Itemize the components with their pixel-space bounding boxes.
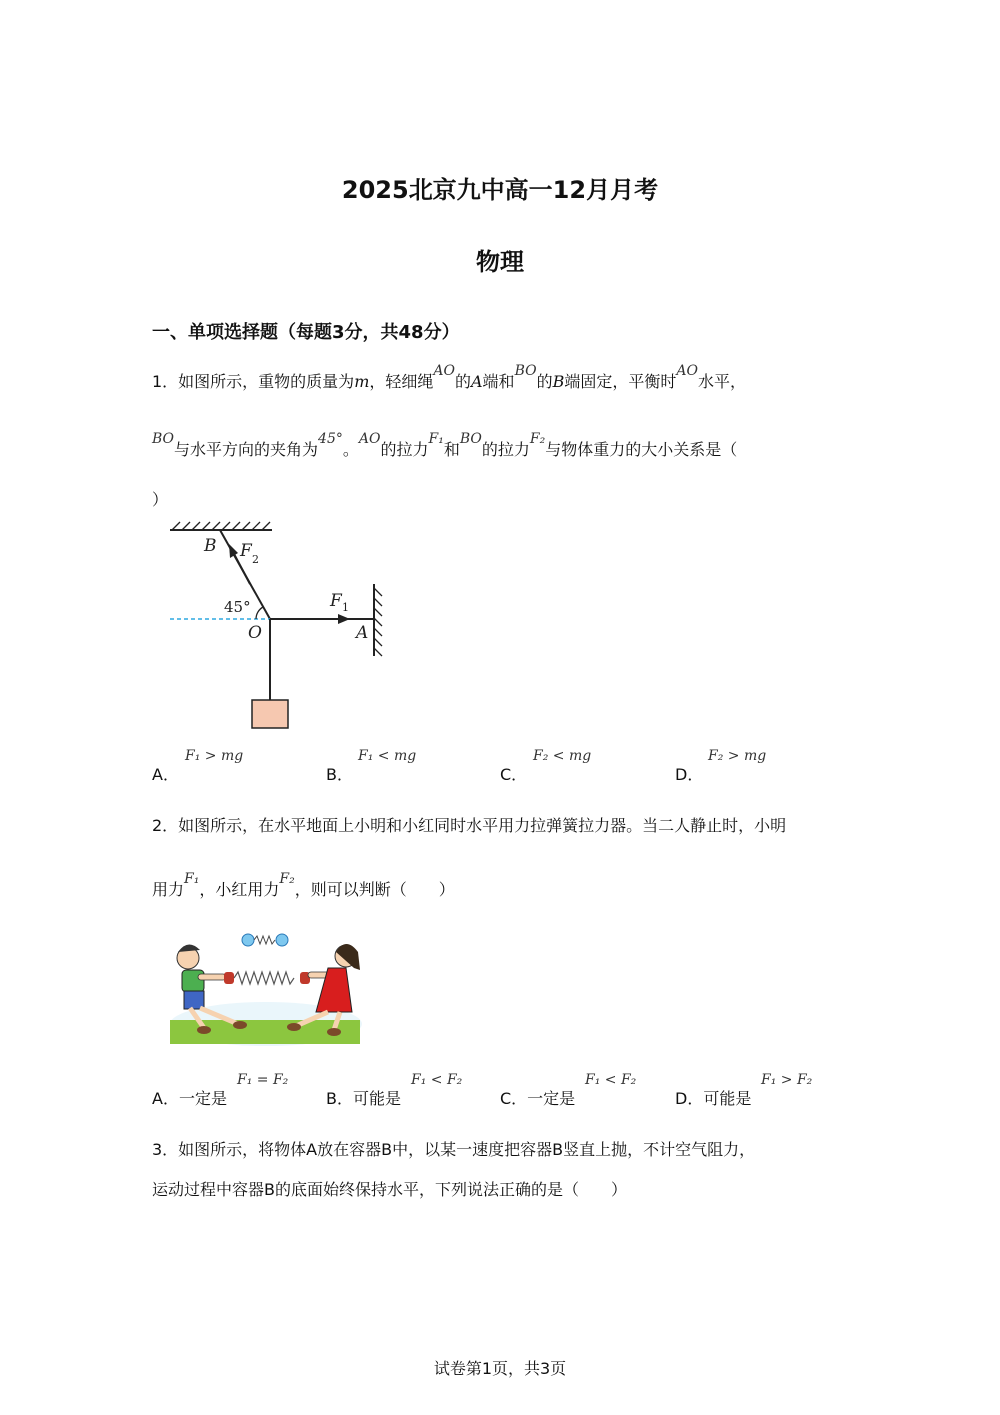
weight-block (252, 700, 288, 728)
q1-text: 的 (454, 372, 471, 391)
q1-math-bo: BO (514, 363, 537, 379)
option-label: B．可能是 (326, 1089, 401, 1108)
girl-shoe (287, 1023, 301, 1031)
q1-math-a: A (470, 372, 483, 391)
f1-arrowhead (338, 614, 350, 624)
option-label: B． (326, 765, 353, 784)
label-45: 45° (224, 598, 251, 616)
q2-option-c[interactable] (500, 1086, 575, 1109)
boy-shirt (182, 970, 204, 992)
q2-option-a-math: F₁ = F₂ (237, 1072, 289, 1088)
q1-text: 的 (536, 372, 553, 391)
q1-force-diagram (160, 518, 400, 733)
q2-option-b-math: F₁ < F₂ (411, 1072, 463, 1088)
q1-text: 端固定，平衡时 (564, 372, 677, 391)
angle-arc (256, 607, 263, 619)
q1-text: 1．如图所示，重物的质量为 (152, 372, 355, 391)
q1-line-1 (152, 363, 746, 395)
q2-text: 用力 (152, 880, 185, 899)
q1-line-3: ） (152, 490, 169, 509)
q2-tug-illustration (168, 928, 363, 1048)
q1-text: 的拉力 (481, 440, 530, 459)
q1-math-m: m (354, 372, 370, 391)
q1-text: 水平， (697, 372, 746, 391)
girl-shoe (327, 1028, 341, 1036)
q1-option-c-math: F₂ < mg (533, 748, 592, 764)
q1-text: 的拉力 (380, 440, 429, 459)
wall-hatching (374, 588, 382, 656)
q1-math-b: B (552, 372, 565, 391)
spring-handle-icon (276, 934, 288, 946)
q2-line-1: 2．如图所示，在水平地面上小明和小红同时水平用力拉弹簧拉力器。当二人静止时，小明 (152, 816, 787, 835)
q2-text: ，则可以判断（ ） (294, 880, 455, 899)
q2-option-c-math: F₁ < F₂ (585, 1072, 637, 1088)
q3-line-2: 运动过程中容器B的底面始终保持水平，下列说法正确的是（ ） (152, 1180, 627, 1199)
label-f1: F (330, 591, 342, 611)
q1-math-bo: BO (459, 431, 482, 447)
q1-option-c[interactable] (500, 762, 527, 785)
q1-option-b[interactable] (326, 762, 353, 785)
ceiling-hatching (172, 522, 270, 530)
option-label: C． (500, 765, 528, 784)
q2-math-f2: F₂ (279, 871, 295, 887)
option-label: A．一定是 (152, 1089, 227, 1108)
q2-math-f1: F₁ (184, 871, 200, 887)
q2-option-d-math: F₁ > F₂ (761, 1072, 813, 1088)
q2-option-a[interactable] (152, 1086, 227, 1109)
option-label: C．一定是 (500, 1089, 576, 1108)
label-f2: F (240, 541, 252, 561)
q1-text: 与水平方向的夹角为 (174, 440, 319, 459)
q1-text: 。 (342, 440, 359, 459)
q1-option-d-math: F₂ > mg (708, 748, 767, 764)
label-f2-sub: 2 (252, 553, 259, 566)
label-b: B (204, 536, 217, 556)
q1-text: 和 (443, 440, 460, 459)
spring-handle-icon (242, 934, 254, 946)
q1-option-d[interactable] (675, 762, 703, 785)
q2-text: ，小红用力 (199, 880, 280, 899)
q1-option-a-math: F₁ > mg (185, 748, 244, 764)
q2-option-d[interactable] (675, 1086, 751, 1109)
q1-text: ，轻细绳 (369, 372, 434, 391)
q1-math-ao: AO (676, 363, 698, 379)
q1-math-bo: BO (152, 431, 175, 447)
q2-option-b[interactable] (326, 1086, 401, 1109)
q1-line-2 (152, 431, 738, 463)
q1-option-a[interactable] (152, 762, 179, 785)
q1-text: 与物体重力的大小关系是（ (545, 440, 738, 459)
q1-text: 端和 (482, 372, 515, 391)
q1-math-ao: AO (433, 363, 455, 379)
label-a: A (356, 623, 369, 643)
section-heading: 一、单项选择题（每题3分，共48分） (152, 322, 460, 343)
subject-title: 物理 (476, 248, 524, 276)
boy-shoe (197, 1026, 211, 1034)
q3-line-1: 3．如图所示，将物体A放在容器B中，以某一速度把容器B竖直上抛，不计空气阻力， (152, 1140, 756, 1159)
label-f1-sub: 1 (342, 601, 349, 614)
page-title: 2025北京九中高一12月月考 (341, 176, 659, 204)
option-label: A． (152, 765, 179, 784)
q1-math-angle: 45° (318, 431, 343, 447)
boy-arm (198, 974, 226, 980)
label-o: O (248, 623, 262, 643)
q1-math-ao: AO (358, 431, 381, 447)
page-footer: 试卷第1页，共3页 (433, 1359, 567, 1378)
q1-math-f1: F₁ (428, 431, 444, 447)
q2-line-2 (152, 871, 455, 903)
option-label: D．可能是 (675, 1089, 752, 1108)
spring-grip-left (224, 972, 234, 984)
q1-option-b-math: F₁ < mg (358, 748, 417, 764)
option-label: D． (675, 765, 704, 784)
q1-math-f2: F₂ (529, 431, 546, 447)
boy-shoe (233, 1021, 247, 1029)
